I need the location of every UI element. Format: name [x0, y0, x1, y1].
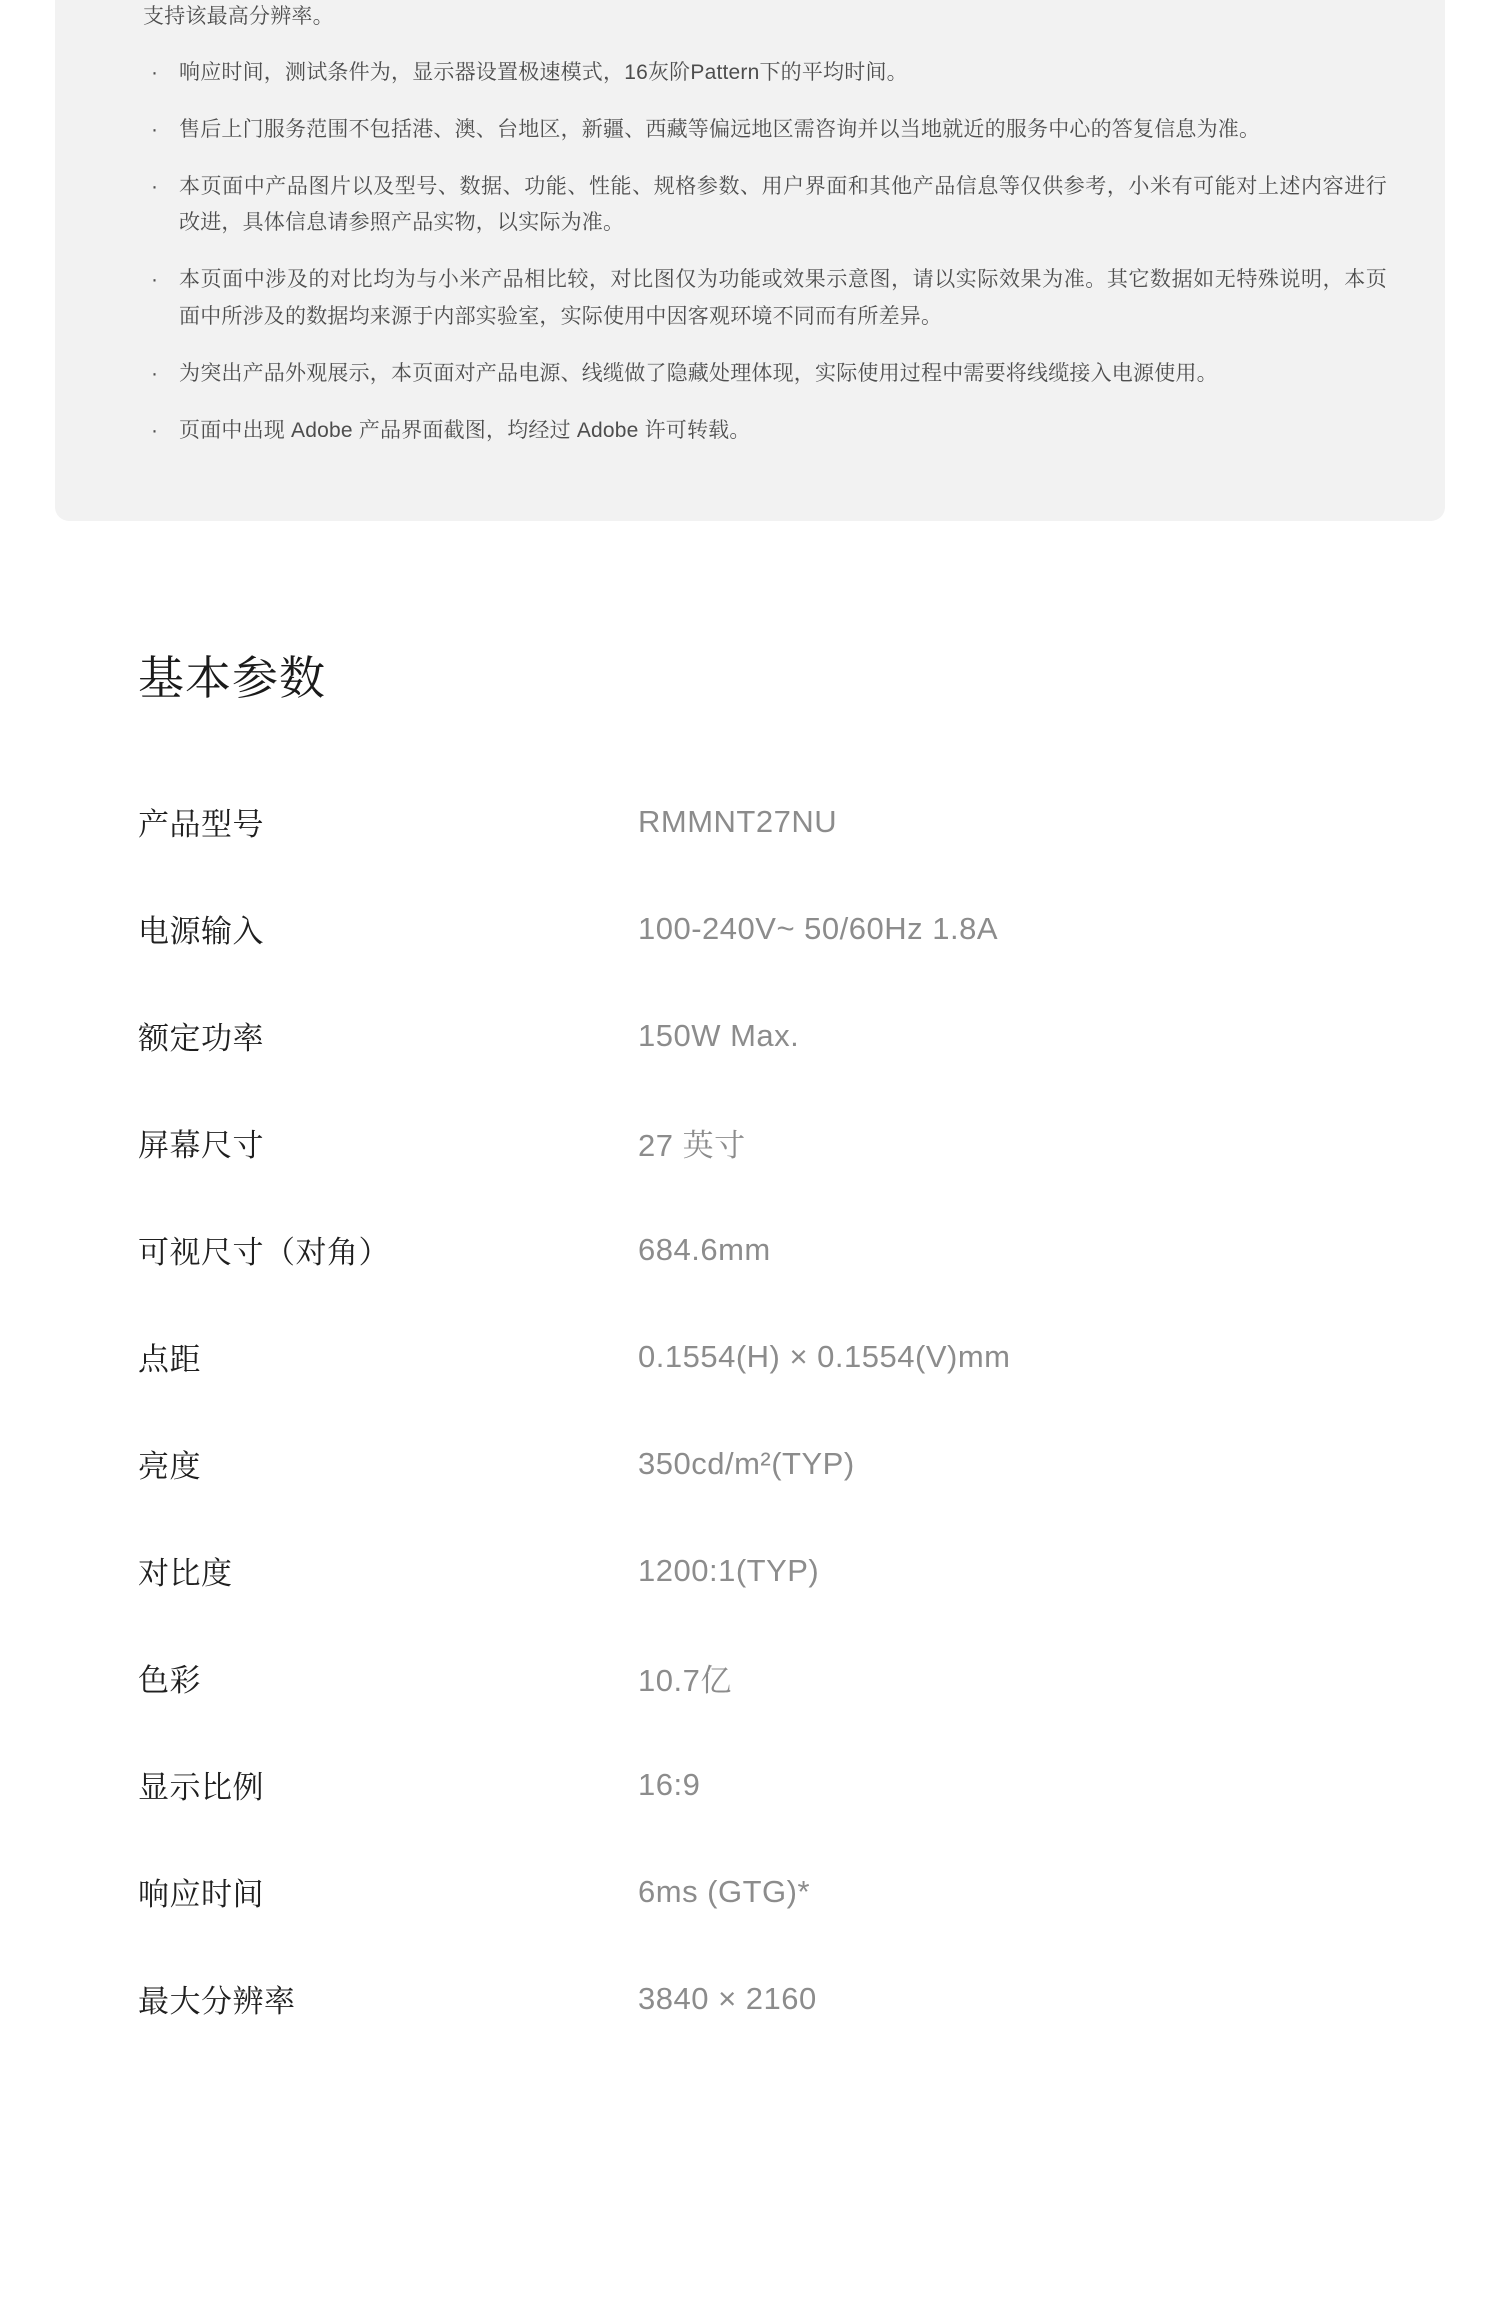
spec-value: 6ms (GTG)*: [638, 1873, 811, 1909]
spec-value: 0.1554(H) × 0.1554(V)mm: [638, 1338, 1011, 1374]
table-row: [138, 1410, 1318, 1517]
spec-value: 16:9: [638, 1766, 701, 1802]
spec-key: 最大分辨率: [138, 1984, 296, 2020]
spec-key: 屏幕尺寸: [138, 1128, 264, 1164]
table-row: [138, 1089, 1318, 1196]
table-row: [138, 1731, 1318, 1838]
table-row: [138, 875, 1318, 982]
spec-key: 色彩: [138, 1663, 201, 1699]
table-row: [138, 1945, 1318, 2052]
spec-value: 27 英寸: [638, 1128, 746, 1164]
disclaimer-item: [143, 169, 1387, 241]
bullet-icon: ·: [151, 118, 159, 142]
spec-value: 3840 × 2160: [638, 1980, 817, 2016]
bullet-icon: ·: [151, 61, 159, 85]
table-row: [138, 982, 1318, 1089]
spec-value: 350cd/m²(TYP): [638, 1445, 855, 1481]
spec-key: 显示比例: [138, 1770, 264, 1806]
disclaimer-continued-line: 支持该最高分辨率。: [143, 5, 334, 28]
table-row: [138, 1624, 1318, 1731]
table-row: [138, 1196, 1318, 1303]
bullet-icon: ·: [151, 361, 159, 385]
spec-value: 684.6mm: [638, 1231, 771, 1267]
disclaimer-item: [143, 413, 1387, 449]
spec-value: 10.7亿: [638, 1663, 732, 1699]
spec-key: 点距: [138, 1342, 201, 1378]
disclaimer-item: [143, 55, 1387, 91]
table-row: [138, 768, 1318, 875]
page-title: 基本参数: [138, 651, 326, 704]
disclaimer-item: [143, 262, 1387, 334]
bullet-icon: ·: [151, 268, 159, 292]
spec-key: 响应时间: [138, 1877, 264, 1913]
spec-value: 150W Max.: [638, 1017, 800, 1053]
spec-value: 100-240V~ 50/60Hz 1.8A: [638, 910, 999, 946]
table-row: [138, 1838, 1318, 1945]
spec-value: 1200:1(TYP): [638, 1552, 820, 1588]
table-row: [138, 1303, 1318, 1410]
disclaimer-item-text: 为突出产品外观展示，本页面对产品电源、线缆做了隐藏处理体现，实际使用过程中需要将线缆接入电源使用。: [179, 361, 1218, 385]
disclaimer-items: [143, 55, 1387, 449]
disclaimer-item-text: 本页面中产品图片以及型号、数据、功能、性能、规格参数、用户界面和其他产品信息等仅供参考，小米有可能对上述内容进行改进，具体信息请参照产品实物，以实际为准。: [179, 175, 1387, 235]
basic-parameters-section: [0, 521, 1500, 2052]
disclaimer-item-text: 售后上门服务范围不包括港、澳、台地区，新疆、西藏等偏远地区需咨询并以当地就近的服务中心的答复信息为准。: [179, 118, 1261, 142]
spec-key: 电源输入: [138, 914, 264, 950]
spec-key: 额定功率: [138, 1021, 264, 1057]
bullet-icon: ·: [151, 418, 159, 442]
spec-key: 对比度: [138, 1556, 233, 1592]
disclaimer-item-text: 本页面中涉及的对比均为与小米产品相比较，对比图仅为功能或效果示意图，请以实际效果为准。其它数据如无特殊说明，本页面中所涉及的数据均来源于内部实验室，实际使用中因客观环境不同而有所差异。: [179, 268, 1387, 328]
spec-table: [138, 768, 1318, 2052]
disclaimer-item: [143, 112, 1387, 148]
spec-key: 亮度: [138, 1449, 201, 1485]
spec-value: RMMNT27NU: [638, 803, 838, 839]
disclaimer-item-text: 响应时间，测试条件为，显示器设置极速模式，16灰阶Pattern下的平均时间。: [179, 61, 908, 85]
disclaimer-item: [143, 356, 1387, 392]
table-row: [138, 1517, 1318, 1624]
spec-key: 产品型号: [138, 807, 264, 843]
bullet-icon: ·: [151, 175, 159, 199]
disclaimer-panel: [55, 0, 1445, 521]
disclaimer-list: [55, 0, 1445, 449]
disclaimer-item-text: 页面中出现 Adobe 产品界面截图，均经过 Adobe 许可转载。: [179, 418, 751, 442]
spec-key: 可视尺寸（对角）: [138, 1235, 390, 1271]
